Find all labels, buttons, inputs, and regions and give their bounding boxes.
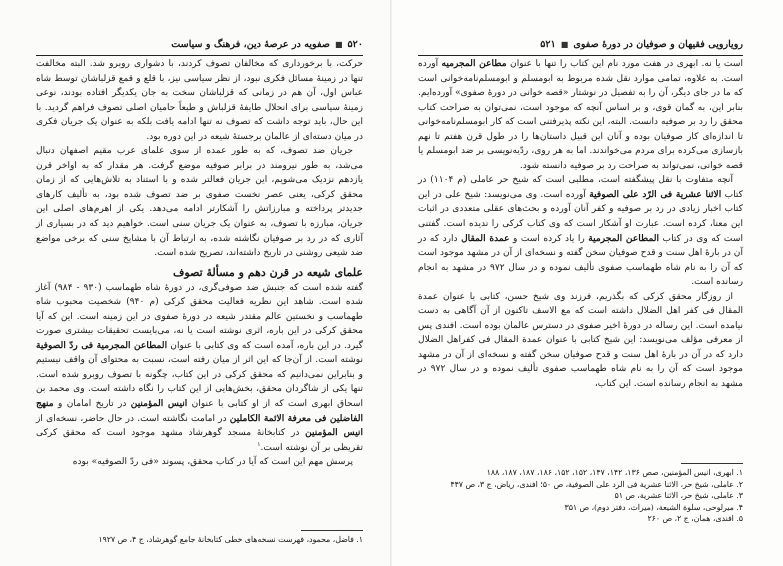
header-separator-icon: ■ bbox=[334, 39, 343, 49]
footnote-marker: ۱ bbox=[257, 440, 261, 448]
right-page bbox=[392, 0, 783, 566]
right-page-header bbox=[418, 36, 743, 52]
book-title: انیس المؤمنین bbox=[130, 398, 188, 410]
book-title: الاثنا عشریة فی الرّد علی الصوفیة bbox=[589, 188, 722, 200]
footnote: ۴. میرلوحی، سلوة الشیعة، (میراث، دفتر دوم)، ص ۳۵۱ bbox=[564, 502, 743, 512]
right-footnotes bbox=[418, 467, 743, 525]
right-paragraph-1: است یا نه. ابهری در هفت مورد نام این کتاب را تنها با عنوان مطاعن المجرمیه آورده است. به علاوه، تمامی موارد نقل شده مربوط به ابومسلم و ابومسلم‌نامه‌خوانی است که ما در جای دیگر، آن را به تفصیل در نوشتار «قصه خوانی در دورهٔ صفوی» آورده‌ایم. بنابر این، به گمان قوی، و بر اساس آنچه که موجود است، نمی‌توان به صراحت کتاب محقق را رد بر صوفیه دانست. البته، این نکته پذیرفتنی است که کار ابومسلم‌نامه‌خوانی تا اندازه‌ای کار صوفیان بوده و آنان این قبیل داستان‌ها را در طول قرن هفتم تا نهم بازسازی می‌کرده برای مردم می‌خواندند. اما به هر روی، ردّیه‌نویسی بر ضد ابومسلم یا قصه خوانی، نمی‌تواند به صراحت رد بر صوفیه دانسته شود. bbox=[418, 58, 743, 171]
right-page-number: ۵۲۱ bbox=[540, 38, 556, 50]
footnote: ۱. فاضل، محمود، فهرست نسخه‌های خطی کتابخانهٔ جامع گوهرشاد، ج ۴، ص ۱۹۲۷ bbox=[98, 535, 363, 544]
left-final-paragraph: پرسش مهم این است که آیا در کتاب محقق، پسوند «فی ردّ الصوفیه» بوده bbox=[72, 457, 353, 468]
left-section-paragraph: گفته شده است که جنبش ضد صوفی‌گری، در دورهٔ شاه طهماسب (۹۳۰ - ۹۸۴) آغاز شده است. شاهد این نظریه فعالیت محقق کرکی (م ۹۴۰) شخصیت محبوب شاه طهماسب و نخستین عالم مقتدر شیعه در دورهٔ صفوی در این زمینه است. این که آیا محقق کرکی در این باره، اثری نوشته است یا نه، می‌بایست تحقیقات بیشتری صورت گیرد. در این باره، آمده است که وی کتابی با عنوان المطاعن المجرمیة فی ردّ الصوفیة نوشته است. از آن‌جا که این اثر از میان رفته است، نسبت به محتوای آن واقف نیستیم و بنابراین نمی‌دانیم که محقق کرکی در این کتاب، چگونه با تصوف روبرو شده است. تنها یکی از شاگردان محقق، بخش‌هایی از این کتاب را نگاه داشته است. وی محمد بن اسحاق ابهری است که از او کتابی با عنوان انیس المؤمنین در تاریخ امامان و منهج الفاضلین فی معرفة الائمة الکاملین در امامت نگاشته است. در حال حاضر، نسخه‌ای از انیس المؤمنین در کتابخانهٔ مسجد گوهرشاد مشهد موجود است که محقق کرکی تقریظی بر آن نوشته است.$^۱$ bbox=[36, 282, 363, 453]
left-header-rule bbox=[36, 55, 363, 56]
left-page-running-title: صفویه در عرصهٔ دین، فرهنگ و سیاست bbox=[171, 38, 330, 50]
footnote: ۱. ابهری، انیس المؤمنین، صص ۱۳۶، ۱۴۲، ۱۴۷، ۱۵۲، ۱۵۲، ۱۸۶، ۱۸۷، ۱۸۷، ۱۸۸ bbox=[486, 468, 743, 477]
book-title: منهج الفاضلین فی معرفة الائمة الکاملین bbox=[36, 398, 363, 424]
left-page-body bbox=[36, 57, 363, 470]
right-page-running-title: رویارویی فقیهان و صوفیان در دورهٔ صفوی bbox=[573, 38, 743, 50]
footnote: ۳. عاملی، شیخ حر، الاثنا عشریة، ص ۵۱ bbox=[614, 491, 743, 501]
right-header-rule bbox=[418, 55, 743, 56]
section-heading: علمای شیعه در قرن دهم و مسألهٔ تصوف bbox=[172, 265, 363, 279]
footnote: ۲. عاملی، شیخ حر، الاثنا عشریة فی الرد علی الصوفیة، ص ۵۰؛ افندی، ریاض، ج ۳، ص ۴۴۷ bbox=[450, 479, 743, 489]
book-title: مطاعن المجرمیه bbox=[441, 58, 507, 69]
book-title: عمدة المقال bbox=[461, 232, 510, 244]
left-paragraph-2: جریان ضد تصوف، که به طور عمده از سوی علمای عرب مقیم اصفهان دنبال می‌شد، به طور نیرومند در برابر صوفیه موضع گرفت. هر مقدار که به اواخر قرن یازدهم نزدیک می‌شویم، این جریان فعالتر شده و با استناد به تلاش‌هایی که از زمان محقق کرکی، یعنی عصر نخست صفوی بر ضد تصوف شده بود، به تألیف کارهای جدیدتر پرداخته و مبارزاتش را آشکارتر ادامه می‌دهد. یکی از اهرم‌های اصلی این جریان، مبارزه با تصوف، به عنوان یک جریان سنی است. خواهیم دید که در بسیاری از آثاری که در رد بر صوفیان نگاشته شده، به ارتباط آن با مشایخ سنی که برخی مواضع ضد شیعی روشنی در تاریخ داشته‌اند، تصریح شده است. bbox=[36, 146, 363, 259]
book-title: انیس المؤمنین bbox=[305, 427, 363, 439]
left-page-header bbox=[36, 36, 363, 52]
left-page-number: ۵۲۰ bbox=[347, 38, 363, 50]
right-paragraph-3: از روزگار محقق کرکی که بگذریم، فرزند وی شیخ حسن، کتابی با عنوان عمدة المقال فی کفر اهل الضلال داشته است که مع الاسف تاکنون از آن آگاهی به دست نیامده است. این رساله در دورهٔ اخیر صفوی در دسترس عالمان بوده است. افندی پس از معرفی مؤلف می‌نویسد: این شیخ کتابی با عنوان عمدة المقال فی کفراهل الضلال دارد که در آن در بارهٔ اهل سنت و قدح صوفیان سخن گفته و نسخه‌ای از آن در مشهد موجود است که آن را به نام شاه طهماسب صفوی تألیف نموده و در سال ۹۷۲ در مشهد به انجام رسانده است. این کتاب، bbox=[418, 291, 743, 390]
left-page bbox=[0, 0, 391, 566]
left-footnotes bbox=[36, 534, 363, 546]
header-separator-icon: ■ bbox=[560, 39, 569, 49]
right-footnote-rule bbox=[681, 463, 743, 464]
right-page-body bbox=[418, 57, 743, 392]
book-title: المطاعن المجرمیة فی ردّ الصوفیة bbox=[36, 339, 168, 351]
right-paragraph-2: آنچه متفاوت با نقل پیشگفته است، مطلبی است که شیخ حر عاملی (م ۱۱۰۴) در کتاب الاثنا عشریة فی الرّد علی الصوفیة آورده است. وی می‌نویسد: شیخ علی در این کتاب اخبار زیادی در رد بر صوفیه و کفر آنان آورده و بحث‌های عقلی متعددی در اثبات این معنا، کرده است. عبارت او آشکار است که وی کتاب کرکی را ندیده است. گفتنی است که وی در کتاب المطاعن المجرمیة را یاد کرده است و عمدة المقال دارد که در آن در بارهٔ اهل سنت و قدح صوفیان سخن گفته و نسخه‌ای از آن در مشهد موجود است که آن را به نام شاه طهماسب صفوی تألیف نموده و در سال ۹۷۲ در مشهد به انجام رسانده است. bbox=[418, 175, 744, 288]
left-paragraph-1: حرکت، با برخورداری که مخالفان تصوف کردند، با دشواری روبرو شد. البته مخالفت تنها در زمینهٔ مسائل فکری نبود، از نظر سیاسی نیز، با قلع و قمع قزلباشان توسط شاه عباس اول، آن هم در زمانی که قزلباشان سخت به جان یکدیگر افتاده بودند، نوعی زمینهٔ سیاسی برای انحلال طایفهٔ قزلباش و طبعاً حامیان اصلی تصوف فراهم گردید. با این حال، باید توجه داشت که تصوف نه تنها ادامه یافت بلکه به عنوان یک جریان فکری در میان دسته‌ای از عالمان برجستهٔ شیعه در این دوره بود. bbox=[36, 59, 363, 142]
book-title: المطاعن المجرمیة bbox=[588, 232, 660, 244]
footnote: ۵. افندی، همان، ج ۲، ص ۲۶۰ bbox=[647, 514, 743, 524]
left-footnote-rule bbox=[301, 530, 363, 531]
